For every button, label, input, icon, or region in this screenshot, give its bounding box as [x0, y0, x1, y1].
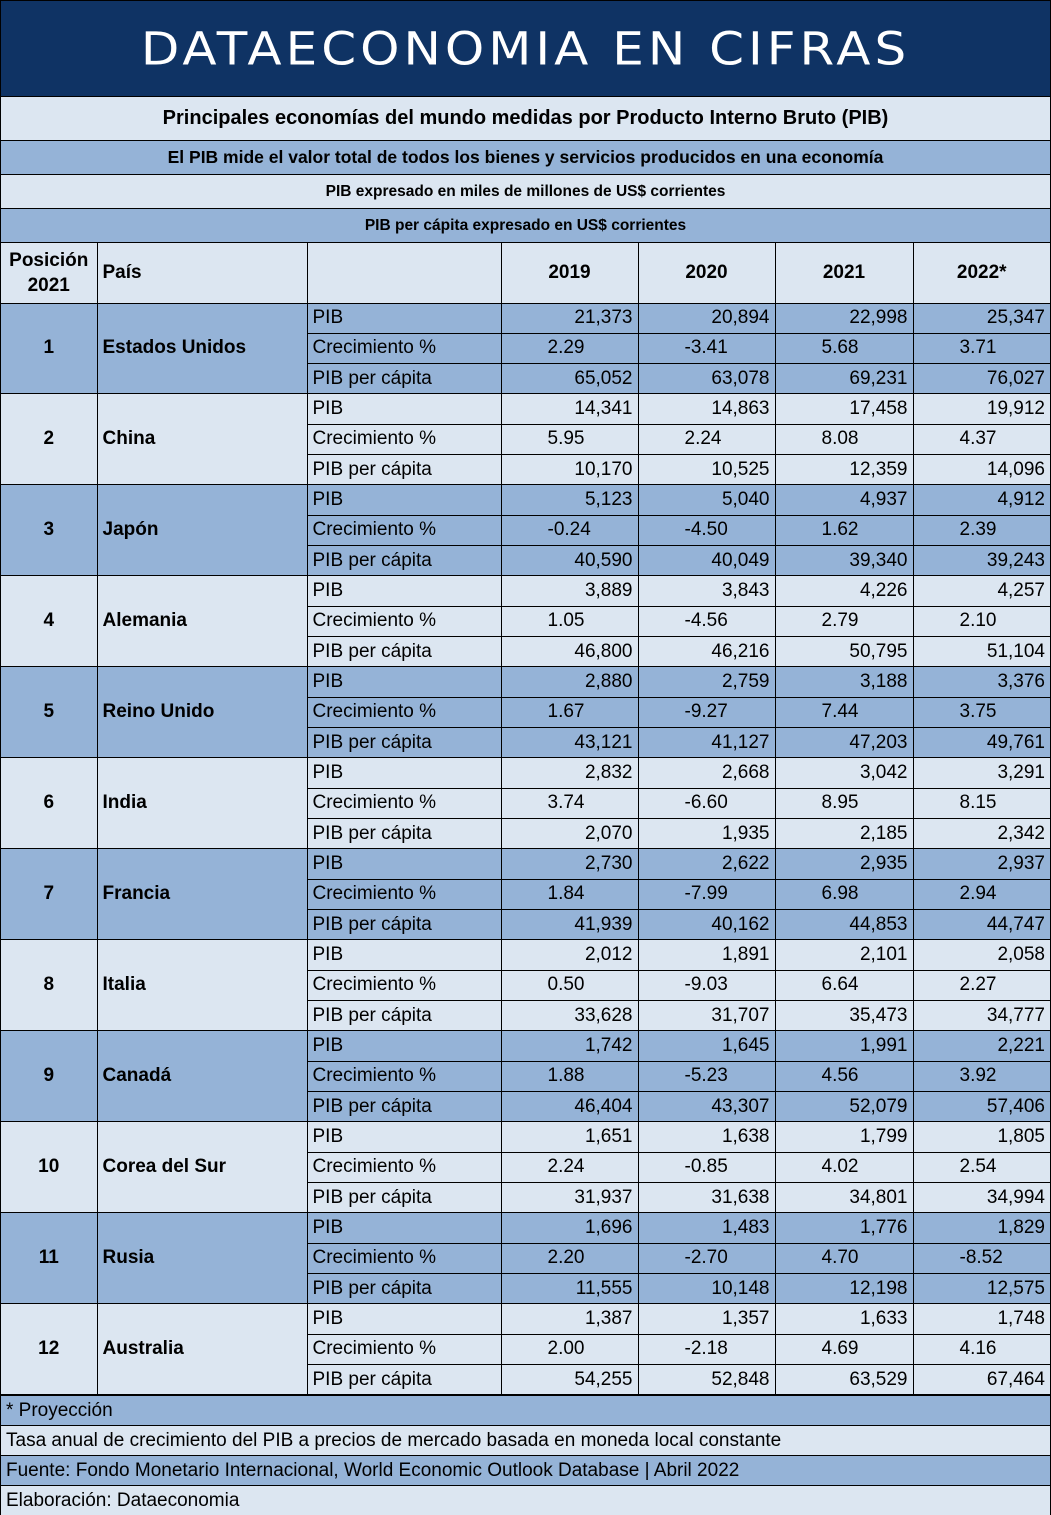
- value-cell: 14,341: [501, 394, 638, 424]
- value-cell: 2.00: [501, 1334, 638, 1364]
- metric-label: PIB per cápita: [307, 910, 501, 940]
- footnote-growth: Tasa anual de crecimiento del PIB a precios de mercado basada en moneda local constante: [1, 1425, 1050, 1455]
- metric-label: PIB: [307, 485, 501, 515]
- value-cell: -3.41: [638, 333, 775, 363]
- value-cell: 46,216: [638, 637, 775, 667]
- value-cell: 5.95: [501, 424, 638, 454]
- rank-cell: 8: [1, 940, 97, 1031]
- table-row: [1, 1122, 1050, 1152]
- value-cell: 4.16: [913, 1334, 1050, 1364]
- country-cell: Francia: [97, 849, 307, 940]
- gdp-table: [1, 243, 1050, 1395]
- country-cell: India: [97, 758, 307, 849]
- value-cell: 10,525: [638, 455, 775, 485]
- value-cell: 3,188: [775, 667, 913, 697]
- value-cell: 1.05: [501, 606, 638, 636]
- value-cell: 2.10: [913, 606, 1050, 636]
- metric-label: PIB per cápita: [307, 1364, 501, 1394]
- rank-cell: 9: [1, 1031, 97, 1122]
- value-cell: 3.71: [913, 333, 1050, 363]
- value-cell: 34,994: [913, 1183, 1050, 1213]
- value-cell: 47,203: [775, 728, 913, 758]
- metric-label: PIB per cápita: [307, 1092, 501, 1122]
- metric-label: PIB: [307, 576, 501, 606]
- country-cell: Alemania: [97, 576, 307, 667]
- value-cell: 22,998: [775, 303, 913, 333]
- value-cell: 1,799: [775, 1122, 913, 1152]
- table-body: [1, 303, 1050, 1395]
- value-cell: 33,628: [501, 1001, 638, 1031]
- value-cell: 54,255: [501, 1364, 638, 1394]
- value-cell: 1,483: [638, 1213, 775, 1243]
- value-cell: 1,742: [501, 1031, 638, 1061]
- value-cell: -4.56: [638, 606, 775, 636]
- table-row: [1, 303, 1050, 333]
- metric-label: Crecimiento %: [307, 333, 501, 363]
- table-row: [1, 576, 1050, 606]
- metric-label: Crecimiento %: [307, 515, 501, 545]
- value-cell: 2.24: [638, 424, 775, 454]
- value-cell: 2.94: [913, 879, 1050, 909]
- value-cell: 4.56: [775, 1061, 913, 1091]
- value-cell: 19,912: [913, 394, 1050, 424]
- value-cell: 2,880: [501, 667, 638, 697]
- value-cell: 2,832: [501, 758, 638, 788]
- table-row: [1, 394, 1050, 424]
- table-row: [1, 758, 1050, 788]
- value-cell: 35,473: [775, 1001, 913, 1031]
- value-cell: -9.03: [638, 970, 775, 1000]
- value-cell: 2,012: [501, 940, 638, 970]
- value-cell: 4,257: [913, 576, 1050, 606]
- rank-cell: 7: [1, 849, 97, 940]
- country-cell: China: [97, 394, 307, 485]
- table-row: [1, 849, 1050, 879]
- metric-label: PIB: [307, 1304, 501, 1334]
- value-cell: -0.24: [501, 515, 638, 545]
- value-cell: 1,387: [501, 1304, 638, 1334]
- value-cell: 2.39: [913, 515, 1050, 545]
- table-row: [1, 485, 1050, 515]
- value-cell: 4.37: [913, 424, 1050, 454]
- country-cell: Corea del Sur: [97, 1122, 307, 1213]
- value-cell: 1,991: [775, 1031, 913, 1061]
- value-cell: 1.67: [501, 697, 638, 727]
- rank-cell: 3: [1, 485, 97, 576]
- value-cell: 1,805: [913, 1122, 1050, 1152]
- value-cell: 21,373: [501, 303, 638, 333]
- value-cell: -6.60: [638, 788, 775, 818]
- value-cell: 2,937: [913, 849, 1050, 879]
- col-year-2020: 2020: [638, 243, 775, 303]
- metric-label: Crecimiento %: [307, 879, 501, 909]
- value-cell: 34,777: [913, 1001, 1050, 1031]
- value-cell: 1,776: [775, 1213, 913, 1243]
- value-cell: 6.64: [775, 970, 913, 1000]
- value-cell: 12,575: [913, 1274, 1050, 1304]
- value-cell: 7.44: [775, 697, 913, 727]
- value-cell: 43,307: [638, 1092, 775, 1122]
- footnote-source: Fuente: Fondo Monetario Internacional, World Economic Outlook Database | Abril 2022: [1, 1455, 1050, 1485]
- rank-cell: 4: [1, 576, 97, 667]
- metric-label: PIB per cápita: [307, 637, 501, 667]
- value-cell: 2,668: [638, 758, 775, 788]
- metric-label: PIB: [307, 758, 501, 788]
- value-cell: 3,889: [501, 576, 638, 606]
- value-cell: 1.84: [501, 879, 638, 909]
- value-cell: 5,040: [638, 485, 775, 515]
- value-cell: 4.69: [775, 1334, 913, 1364]
- value-cell: 39,340: [775, 546, 913, 576]
- rank-cell: 5: [1, 667, 97, 758]
- value-cell: 63,529: [775, 1364, 913, 1394]
- value-cell: 67,464: [913, 1364, 1050, 1394]
- value-cell: 1,645: [638, 1031, 775, 1061]
- value-cell: 4.70: [775, 1243, 913, 1273]
- table-row: [1, 940, 1050, 970]
- value-cell: 31,638: [638, 1183, 775, 1213]
- table-row: [1, 1213, 1050, 1243]
- value-cell: 2.27: [913, 970, 1050, 1000]
- value-cell: 1.88: [501, 1061, 638, 1091]
- value-cell: 1,935: [638, 819, 775, 849]
- value-cell: 2,759: [638, 667, 775, 697]
- value-cell: 3,376: [913, 667, 1050, 697]
- col-year-2022: 2022*: [913, 243, 1050, 303]
- rank-cell: 6: [1, 758, 97, 849]
- value-cell: 20,894: [638, 303, 775, 333]
- value-cell: -2.18: [638, 1334, 775, 1364]
- country-cell: Italia: [97, 940, 307, 1031]
- value-cell: 2,730: [501, 849, 638, 879]
- value-cell: 1,891: [638, 940, 775, 970]
- metric-label: PIB per cápita: [307, 1183, 501, 1213]
- value-cell: 2.20: [501, 1243, 638, 1273]
- value-cell: 17,458: [775, 394, 913, 424]
- col-position: Posición 2021: [1, 243, 97, 303]
- metric-label: Crecimiento %: [307, 970, 501, 1000]
- metric-label: Crecimiento %: [307, 697, 501, 727]
- table-row: [1, 1031, 1050, 1061]
- value-cell: 1,357: [638, 1304, 775, 1334]
- col-year-2019: 2019: [501, 243, 638, 303]
- value-cell: 46,404: [501, 1092, 638, 1122]
- value-cell: 12,198: [775, 1274, 913, 1304]
- value-cell: -7.99: [638, 879, 775, 909]
- value-cell: 69,231: [775, 364, 913, 394]
- rank-cell: 12: [1, 1304, 97, 1395]
- value-cell: 1,748: [913, 1304, 1050, 1334]
- value-cell: -5.23: [638, 1061, 775, 1091]
- value-cell: 40,162: [638, 910, 775, 940]
- value-cell: 63,078: [638, 364, 775, 394]
- value-cell: 8.15: [913, 788, 1050, 818]
- col-metric: [307, 243, 501, 303]
- value-cell: 2,221: [913, 1031, 1050, 1061]
- country-cell: Australia: [97, 1304, 307, 1395]
- value-cell: 2,622: [638, 849, 775, 879]
- value-cell: 1.62: [775, 515, 913, 545]
- value-cell: 41,127: [638, 728, 775, 758]
- value-cell: 10,170: [501, 455, 638, 485]
- metric-label: PIB: [307, 394, 501, 424]
- footnote-projection: * Proyección: [1, 1395, 1050, 1425]
- table-row: [1, 667, 1050, 697]
- footnote-author: Elaboración: Dataeconomia: [1, 1485, 1050, 1515]
- table-title: Principales economías del mundo medidas por Producto Interno Bruto (PIB): [1, 97, 1050, 141]
- banner: [1, 1, 1050, 97]
- value-cell: 14,863: [638, 394, 775, 424]
- value-cell: 14,096: [913, 455, 1050, 485]
- metric-label: PIB per cápita: [307, 546, 501, 576]
- value-cell: 52,079: [775, 1092, 913, 1122]
- value-cell: 3,291: [913, 758, 1050, 788]
- metric-label: Crecimiento %: [307, 1334, 501, 1364]
- value-cell: 46,800: [501, 637, 638, 667]
- value-cell: 1,633: [775, 1304, 913, 1334]
- value-cell: -2.70: [638, 1243, 775, 1273]
- rank-cell: 1: [1, 303, 97, 394]
- value-cell: 3.75: [913, 697, 1050, 727]
- percapita-unit-note: PIB per cápita expresado en US$ corrientes: [1, 209, 1050, 243]
- value-cell: 4,226: [775, 576, 913, 606]
- value-cell: 41,939: [501, 910, 638, 940]
- value-cell: 50,795: [775, 637, 913, 667]
- value-cell: -0.85: [638, 1152, 775, 1182]
- value-cell: 25,347: [913, 303, 1050, 333]
- value-cell: 12,359: [775, 455, 913, 485]
- rank-cell: 10: [1, 1122, 97, 1213]
- value-cell: 8.08: [775, 424, 913, 454]
- metric-label: PIB: [307, 667, 501, 697]
- value-cell: 3,843: [638, 576, 775, 606]
- country-cell: Estados Unidos: [97, 303, 307, 394]
- table-subtitle: El PIB mide el valor total de todos los bienes y servicios producidos en una economía: [1, 141, 1050, 175]
- metric-label: PIB per cápita: [307, 364, 501, 394]
- pib-unit-note: PIB expresado en miles de millones de US$ corrientes: [1, 175, 1050, 209]
- value-cell: 3.92: [913, 1061, 1050, 1091]
- table-row: [1, 1304, 1050, 1334]
- value-cell: 3.74: [501, 788, 638, 818]
- metric-label: PIB per cápita: [307, 455, 501, 485]
- value-cell: 5.68: [775, 333, 913, 363]
- value-cell: 2.29: [501, 333, 638, 363]
- value-cell: 57,406: [913, 1092, 1050, 1122]
- value-cell: 2.79: [775, 606, 913, 636]
- banner-title: DATAECONOMIA EN CIFRAS: [140, 22, 911, 75]
- metric-label: Crecimiento %: [307, 1061, 501, 1091]
- value-cell: 2,058: [913, 940, 1050, 970]
- value-cell: -8.52: [913, 1243, 1050, 1273]
- value-cell: 2.54: [913, 1152, 1050, 1182]
- value-cell: 4,937: [775, 485, 913, 515]
- value-cell: -9.27: [638, 697, 775, 727]
- value-cell: 2.24: [501, 1152, 638, 1182]
- metric-label: PIB per cápita: [307, 728, 501, 758]
- metric-label: Crecimiento %: [307, 424, 501, 454]
- metric-label: Crecimiento %: [307, 606, 501, 636]
- country-cell: Reino Unido: [97, 667, 307, 758]
- value-cell: 65,052: [501, 364, 638, 394]
- metric-label: PIB: [307, 940, 501, 970]
- rank-cell: 11: [1, 1213, 97, 1304]
- value-cell: 40,049: [638, 546, 775, 576]
- metric-label: PIB per cápita: [307, 1274, 501, 1304]
- value-cell: 8.95: [775, 788, 913, 818]
- value-cell: 31,707: [638, 1001, 775, 1031]
- value-cell: 44,853: [775, 910, 913, 940]
- col-country: País: [97, 243, 307, 303]
- value-cell: 76,027: [913, 364, 1050, 394]
- metric-label: PIB: [307, 1122, 501, 1152]
- value-cell: 43,121: [501, 728, 638, 758]
- value-cell: 4.02: [775, 1152, 913, 1182]
- value-cell: 1,651: [501, 1122, 638, 1152]
- value-cell: 40,590: [501, 546, 638, 576]
- metric-label: PIB: [307, 1213, 501, 1243]
- metric-label: PIB per cápita: [307, 819, 501, 849]
- metric-label: Crecimiento %: [307, 788, 501, 818]
- country-cell: Rusia: [97, 1213, 307, 1304]
- value-cell: 2,070: [501, 819, 638, 849]
- metric-label: Crecimiento %: [307, 1243, 501, 1273]
- column-header-row: [1, 243, 1050, 303]
- value-cell: 1,829: [913, 1213, 1050, 1243]
- value-cell: 31,937: [501, 1183, 638, 1213]
- value-cell: 2,101: [775, 940, 913, 970]
- value-cell: 49,761: [913, 728, 1050, 758]
- value-cell: 6.98: [775, 879, 913, 909]
- value-cell: 0.50: [501, 970, 638, 1000]
- value-cell: 2,185: [775, 819, 913, 849]
- value-cell: 34,801: [775, 1183, 913, 1213]
- value-cell: 51,104: [913, 637, 1050, 667]
- metric-label: PIB: [307, 1031, 501, 1061]
- value-cell: 10,148: [638, 1274, 775, 1304]
- value-cell: 44,747: [913, 910, 1050, 940]
- value-cell: 1,638: [638, 1122, 775, 1152]
- value-cell: 2,342: [913, 819, 1050, 849]
- rank-cell: 2: [1, 394, 97, 485]
- metric-label: PIB: [307, 849, 501, 879]
- value-cell: 2,935: [775, 849, 913, 879]
- metric-label: PIB per cápita: [307, 1001, 501, 1031]
- value-cell: -4.50: [638, 515, 775, 545]
- value-cell: 39,243: [913, 546, 1050, 576]
- country-cell: Canadá: [97, 1031, 307, 1122]
- country-cell: Japón: [97, 485, 307, 576]
- value-cell: 1,696: [501, 1213, 638, 1243]
- value-cell: 52,848: [638, 1364, 775, 1394]
- value-cell: 11,555: [501, 1274, 638, 1304]
- value-cell: 3,042: [775, 758, 913, 788]
- metric-label: Crecimiento %: [307, 1152, 501, 1182]
- value-cell: 4,912: [913, 485, 1050, 515]
- value-cell: 5,123: [501, 485, 638, 515]
- metric-label: PIB: [307, 303, 501, 333]
- col-year-2021: 2021: [775, 243, 913, 303]
